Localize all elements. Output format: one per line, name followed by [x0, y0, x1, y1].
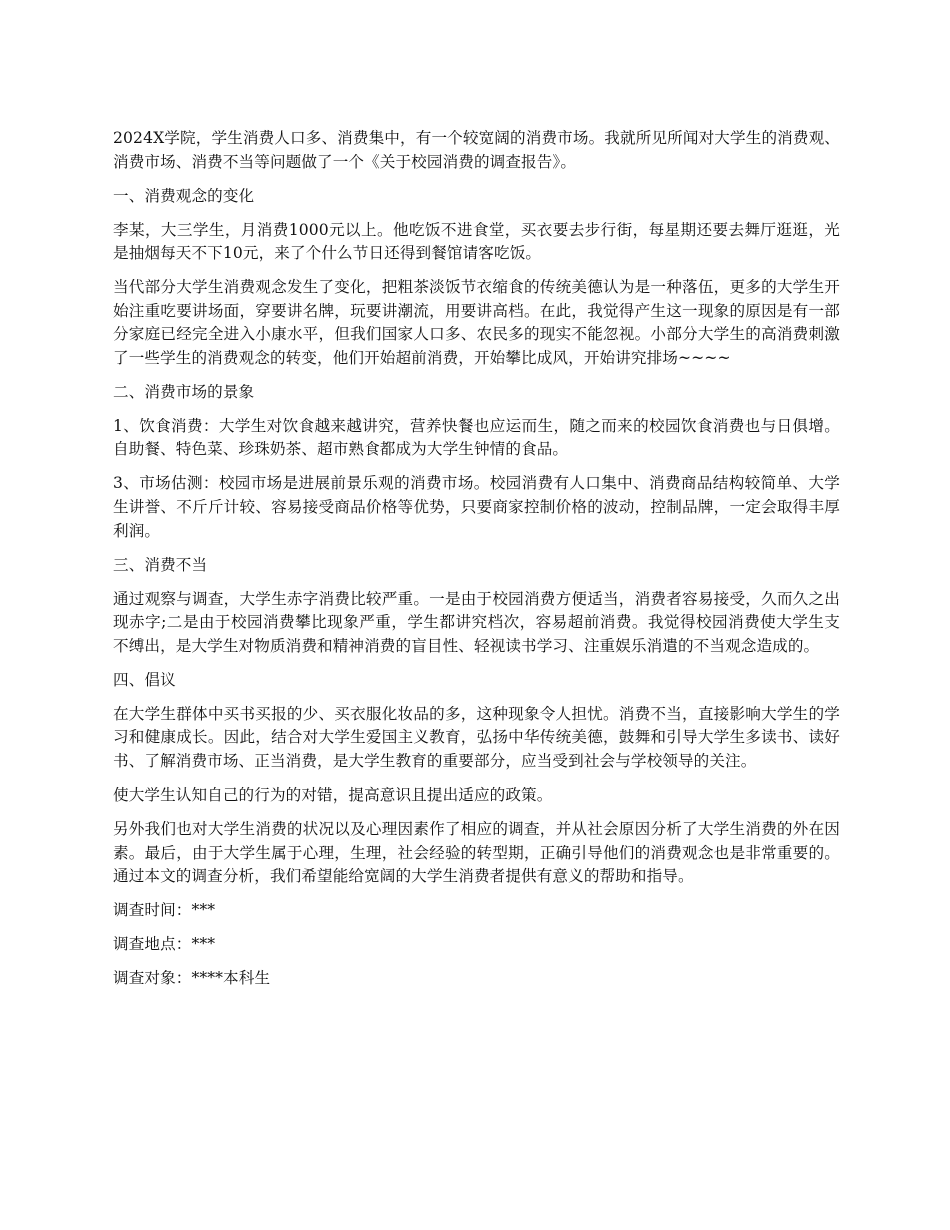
section-heading-2: 二、消费市场的景象: [113, 382, 255, 401]
example-paragraph: 李某，大三学生，月消费1000元以上。他吃饭不进食堂，买衣要去步行街，每星期还要去舞厅逛逛，光是抽烟每天不下10元，来了个什么节日还得到餐馆请客吃饭。: [113, 220, 840, 263]
awareness-paragraph: 使大学生认知自己的行为的对错，提高意识且提出适应的政策。: [113, 785, 553, 804]
intro-paragraph: 2024X学院，学生消费人口多、消费集中，有一个较宽阔的消费市场。我就所见所闻对大学生的消费观、消费市场、消费不当等问题做了一个《关于校园消费的调查报告》。: [113, 129, 840, 171]
improper-consumption-paragraph: 通过观察与调查，大学生赤字消费比较严重。一是由于校园消费方便适当，消费者容易接受，久而久之出现赤字;二是由于校园消费攀比现象严重，学生都讲究档次，容易超前消费。我觉得校园消费使大学生支不缚出，是大学生对物质消费和精神消费的盲目性、轻视读书学习、注重娱乐消遣的不当观念造成的。: [113, 589, 840, 655]
document-body: [113, 127, 840, 1001]
survey-time: 调查时间：***: [113, 901, 216, 920]
proposal-paragraph: 在大学生群体中买书买报的少、买衣服化妆品的多，这种现象令人担忧。消费不当，直接影响大学生的学习和健康成长。因此，结合对大学生爱国主义教育，弘扬中华传统美德，鼓舞和引导大学生多读书、读好书、了解消费市场、正当消费，是大学生教育的重要部分，应当受到社会与学校领导的关注。: [113, 704, 840, 770]
section-heading-4: 四、倡议: [113, 670, 176, 689]
conclusion-paragraph: 另外我们也对大学生消费的状况以及心理因素作了相应的调查，并从社会原因分析了大学生消费的外在因素。最后，由于大学生属于心理，生理，社会经验的转型期，正确引导他们的消费观念也是非常重要的。通过本文的调查分析，我们希望能给宽阔的大学生消费者提供有意义的帮助和指导。: [113, 819, 840, 886]
section-heading-1: 一、消费观念的变化: [113, 186, 255, 205]
survey-subjects: 调查对象：****本科生: [113, 969, 271, 988]
market-forecast-paragraph: 3、市场估测：校园市场是进展前景乐观的消费市场。校园消费有人口集中、消费商品结构较简单、大学生讲誉、不斤斤计较、容易接受商品价格等优势，只要商家控制价格的波动，控制品牌，一定会取得丰厚利润。: [113, 474, 840, 540]
survey-location: 调查地点：***: [113, 935, 216, 954]
analysis-paragraph: 当代部分大学生消费观念发生了变化，把粗茶淡饭节衣缩食的传统美德认为是一种落伍，更多的大学生开始注重吃要讲场面，穿要讲名牌，玩要讲潮流，用要讲高档。在此，我觉得产生这一现象的原因是有一部分家庭已经完全进入小康水平，但我们国家人口多、农民多的现实不能忽视。小部分大学生的高消费刺激了一些学生的消费观念的转变，他们开始超前消费，开始攀比成风，开始讲究排场~~~~: [113, 278, 840, 367]
section-heading-3: 三、消费不当: [113, 555, 208, 574]
food-consumption-paragraph: 1、饮食消费：大学生对饮食越来越讲究，营养快餐也应运而生，随之而来的校园饮食消费也与日俱增。自助餐、特色菜、珍珠奶茶、超市熟食都成为大学生钟情的食品。: [113, 416, 840, 459]
